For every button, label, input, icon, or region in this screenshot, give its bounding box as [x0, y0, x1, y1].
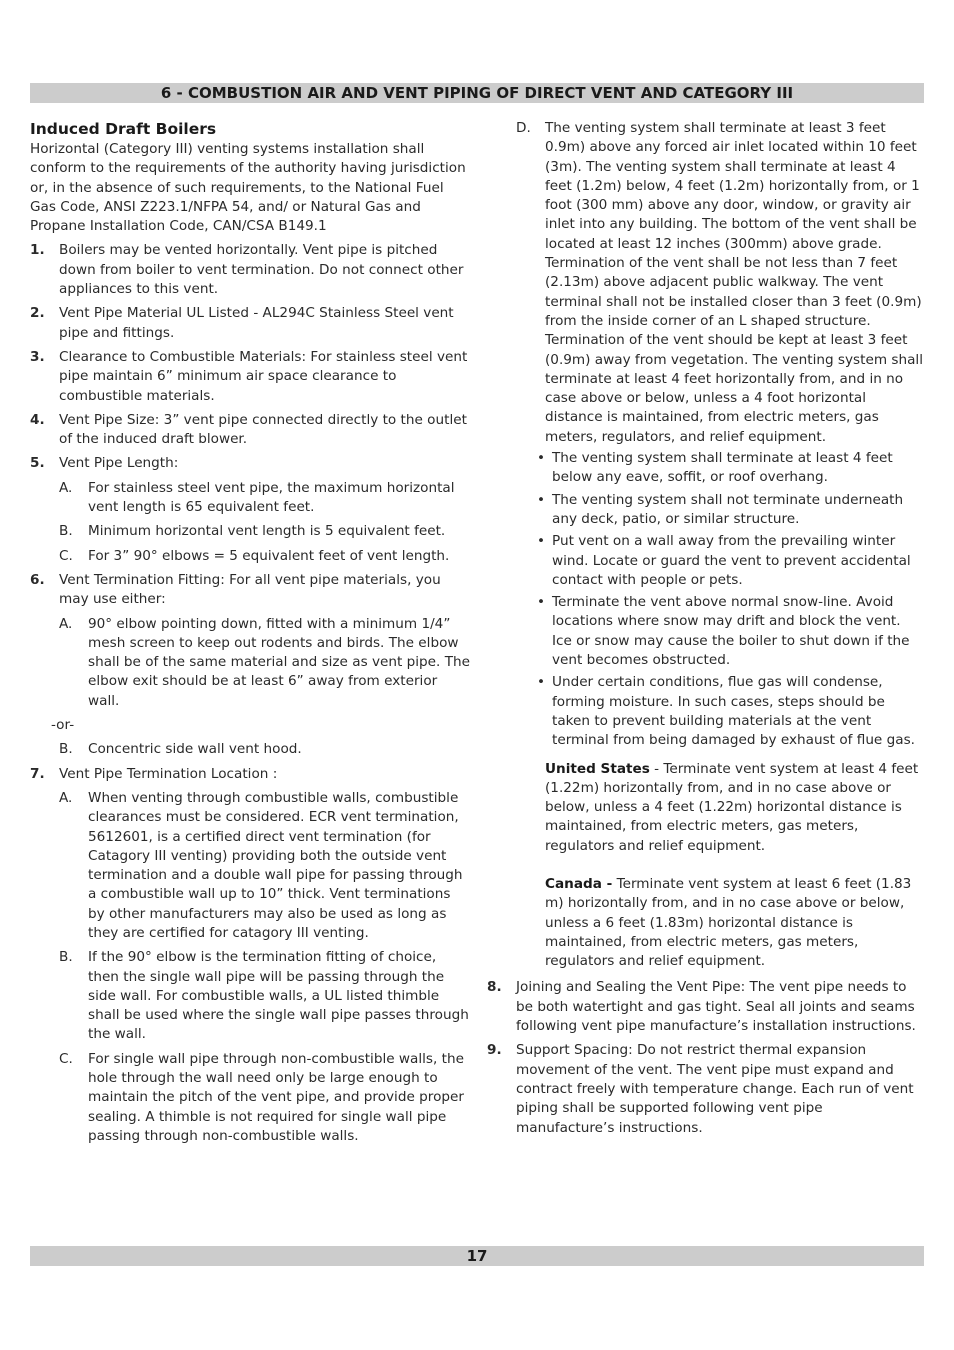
sub-text: When venting through combustible walls, combustible clearances must be considered. ECR vent termination, 5612601, is a certified direct vent termination (for Catagory III venting) providing both the outside vent termination and a double wall pipe for passing through a combustible wall up to 10” thick. Vent terminations by other manufacturers may also be used as long as they are certified for catagory III venting. [88, 789, 463, 941]
sub-item [30, 740, 470, 759]
sub-text: For single wall pipe through non-combustible walls, the hole through the wall need only be large enough to maintain the pitch of the vent pipe, and provide proper sealing. A thimble is not required for single wall pipe passing through non-combustible walls. [88, 1050, 464, 1144]
list-text: Vent Termination Fitting: For all vent pipe materials, you may use either: [59, 571, 441, 608]
list-number: 8. [487, 979, 502, 996]
list-text: Support Spacing: Do not restrict thermal expansion movement of the vent. The vent pipe must expand and contract freely with temperature change. Each run of vent piping shall be supported following vent pipe manufacture’s instructions. [516, 1042, 914, 1136]
sub-item [30, 948, 470, 1044]
list-text: Clearance to Combustible Materials: For stainless steel vent pipe maintain 6” minimum air space clearance to combustible materials. [59, 348, 468, 404]
list-item [30, 571, 470, 610]
list-item [30, 454, 470, 473]
sub-text: The venting system shall terminate at least 3 feet 0.9m) above any forced air inlet located within 10 feet (3m). The venting system shall terminate at least 4 feet (1.2m) below, 4 feet (1.2m) horizontally from, or 1 foot (300 mm) above any door, window, or gravity air inlet into any building. The bottom of the vent shall be located at least 12 inches (300mm) above grade. Termination of the vent shall be not less than 7 feet (2.13m) above adjacent public walkway. The vent terminal shall not be installed closer than 3 feet (0.9m) from the inside corner of an L shaped structure. Termination of the vent should be kept at least 3 feet (0.9m) away from vegetation. The venting system shall terminate at least 4 feet horizontally from, and in no case above or below, unless a 4 foot horizontal distance is maintained, from electric meters, gas meters, regulators, and relief equipment. [545, 120, 923, 445]
sub-text: For 3” 90° elbows = 5 equivalent feet of vent length. [88, 547, 450, 564]
bullet-item [487, 491, 924, 530]
page-number: 17 [466, 1247, 488, 1265]
bullet-icon: • [537, 594, 546, 611]
sub-text: If the 90° elbow is the termination fitting of choice, then the single wall pipe will be passing through the side wall. For combustible walls, a UL listed thimble shall be used where the single wall pipe passes through the wall. [88, 949, 469, 1043]
list-number: 5. [30, 455, 45, 472]
list-item [30, 304, 470, 343]
bullet-item [487, 593, 924, 670]
bullet-item [487, 449, 924, 488]
list-text: Joining and Sealing the Vent Pipe: The vent pipe needs to be both watertight and gas tight. Seal all joints and seams following vent pipe manufacture’s installation instructions. [516, 979, 916, 1035]
sub-letter: C. [59, 547, 73, 564]
sub-letter: B. [59, 949, 73, 966]
list-item [30, 765, 470, 784]
list-text: Vent Pipe Termination Location : [59, 765, 278, 782]
sub-item [30, 479, 470, 518]
bullet-text: Put vent on a wall away from the prevailing winter wind. Locate or guard the vent to prevent accidental contact with people or pets. [552, 533, 911, 588]
or-separator: -or- [51, 717, 75, 734]
list-item [30, 241, 470, 299]
section-title: Induced Draft Boilers [30, 120, 217, 138]
bullet-item [487, 673, 924, 750]
bullet-item [487, 532, 924, 590]
list-text: Vent Pipe Material UL Listed - AL294C Stainless Steel vent pipe and fittings. [59, 305, 454, 341]
list-text: Vent Pipe Length: [59, 455, 179, 472]
sub-item [30, 547, 470, 566]
sub-letter: B. [59, 741, 73, 758]
us-note [487, 760, 924, 856]
sub-letter: A. [59, 615, 73, 632]
list-item [30, 348, 470, 406]
bullet-icon: • [537, 491, 546, 508]
bullet-text: Terminate the vent above normal snow-line. Avoid locations where snow may drift and block the vent. Ice or snow may cause the boiler to shut down if the vent becomes obstructed. [552, 594, 910, 669]
sub-letter: B. [59, 523, 73, 540]
us-note-label: United States [545, 760, 650, 777]
list-number: 4. [30, 411, 45, 428]
list-text: Vent Pipe Size: 3” vent pipe connected directly to the outlet of the induced draft blower. [59, 411, 467, 448]
list-item [30, 411, 470, 450]
right-column [487, 119, 924, 1143]
bullet-icon: • [537, 674, 546, 691]
sub-item [30, 522, 470, 541]
us-note-text: - Terminate vent system at least 4 feet (1.22m) horizontally from, and in no case above or below, unless a 4 feet (1.22m) horizontal distance is maintained, from electric meters, gas meters, regulators and relief equipment. [545, 760, 919, 854]
canada-note [487, 875, 924, 971]
sub-item [487, 119, 924, 447]
sub-item [30, 1050, 470, 1146]
canada-note-text: Terminate vent system at least 6 feet (1.83 m) horizontally from, and in no case above or below, unless a 6 feet (1.83m) horizontal distance is maintained, from electric meters, gas meters, regulators and relief equipment. [545, 875, 912, 970]
sub-text: 90° elbow pointing down, fitted with a minimum 1/4” mesh screen to keep out rodents and birds. The elbow shall be of the same material and size as vent pipe. The elbow exit should be at least 6” away from exterior wall. [88, 615, 470, 709]
bullet-text: The venting system shall not terminate underneath any deck, patio, or similar structure. [552, 491, 904, 527]
bullet-text: Under certain conditions, flue gas will condense, forming moisture. In such cases, steps should be taken to prevent building materials at the vent terminal from being damaged by exhaust of flue gas. [552, 674, 915, 749]
list-number: 6. [30, 571, 45, 588]
sub-item [30, 789, 470, 943]
list-item [487, 1041, 924, 1137]
canada-note-label: Canada - [545, 875, 613, 892]
sub-letter: D. [516, 120, 531, 136]
bullet-text: The venting system shall terminate at least 4 feet below any eave, soffit, or roof overhang. [552, 450, 893, 486]
sub-text: Minimum horizontal vent length is 5 equivalent feet. [88, 523, 446, 540]
list-text: Boilers may be vented horizontally. Vent pipe is pitched down from boiler to vent termination. Do not connect other appliances to this vent. [59, 242, 464, 298]
intro-paragraph: Horizontal (Category III) venting systems installation shall conform to the requirements of the authority having jurisdiction or, in the absence of such requirements, to the National Fuel Gas Code, ANSI Z223.1/NFPA 54, and/ or Natural Gas and Propane Installation Code, CAN/CSA B149.1 [30, 141, 466, 235]
sub-text: For stainless steel vent pipe, the maximum horizontal vent length is 65 equivalent feet. [88, 479, 455, 516]
sub-item [30, 615, 470, 711]
list-number: 3. [30, 348, 45, 365]
sub-letter: C. [59, 1050, 73, 1067]
left-column [30, 119, 470, 1151]
list-number: 1. [30, 242, 45, 259]
list-item [487, 978, 924, 1036]
list-number: 7. [30, 765, 45, 782]
bullet-icon: • [537, 533, 546, 550]
sub-letter: A. [59, 789, 73, 806]
section-header-bar [30, 83, 924, 103]
section-header-title: 6 - COMBUSTION AIR AND VENT PIPING OF DIRECT VENT AND CATEGORY III [160, 84, 794, 102]
sub-text: Concentric side wall vent hood. [88, 741, 302, 758]
sub-letter: A. [59, 479, 73, 496]
footer-bar [30, 1246, 924, 1266]
list-number: 2. [30, 305, 45, 322]
list-number: 9. [487, 1042, 502, 1059]
bullet-icon: • [537, 450, 546, 467]
